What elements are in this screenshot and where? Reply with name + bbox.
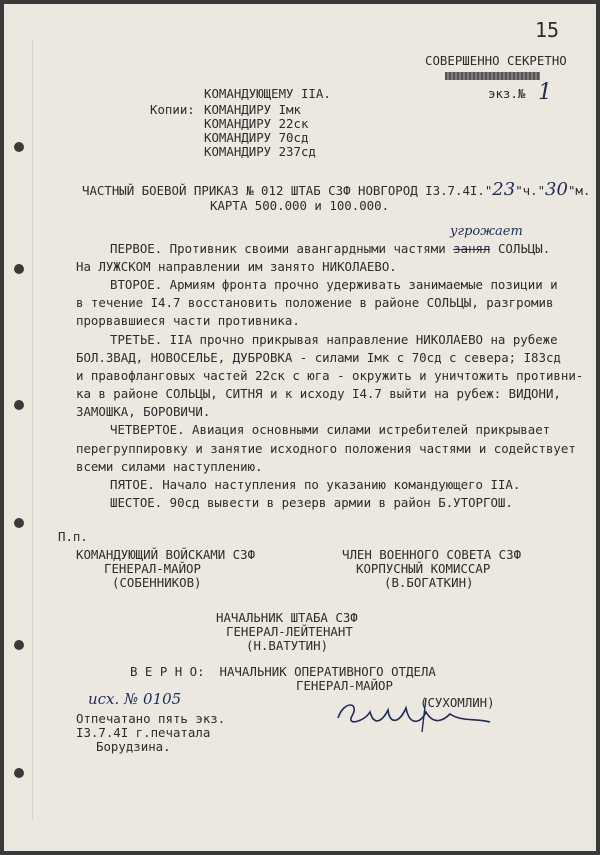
signer-center-rank: ГЕНЕРАЛ-ЛЕЙТЕНАНТ (226, 624, 353, 639)
struck-word: занял (453, 241, 491, 256)
copies-label: Копии: (150, 102, 195, 117)
signer-right-rank: КОРПУСНЫЙ КОМИССАР (356, 561, 491, 576)
copy-addressee: КОМАНДИРУ Iмк (204, 102, 301, 117)
paragraph-first: ПЕРВОЕ. Противник своими авангардными частями занял СОЛЬЦЫ. (110, 241, 551, 256)
hour-handwritten: 23 (492, 179, 516, 200)
handwritten-insert: угрожает (450, 224, 523, 239)
punch-hole (14, 142, 24, 152)
body-line: перегруппировку и занятие исходного положения частями и содействует (76, 441, 576, 456)
body-line: ЗАМОШКА, БОРОВИЧИ. (76, 404, 211, 419)
footer-line: Борудзина. (96, 739, 171, 754)
body-line: ШЕСТОЕ. 90сд вывести в резерв армии в район Б.УТОРГОШ. (110, 495, 513, 510)
signer-left-rank: ГЕНЕРАЛ-МАЙОР (104, 561, 201, 576)
body-line: БОЛ.ЗВАД, НОВОСЕЛЬЕ, ДУБРОВКА - силами Iмк с 70сд с севера; I83сд (76, 350, 561, 365)
certified-name: (СУХОМЛИН) (420, 695, 495, 710)
signer-center-title: НАЧАЛЬНИК ШТАБА СЗФ (216, 610, 358, 625)
page-number: 15 (535, 18, 560, 42)
body-line: ВТОРОЕ. Армиям фронта прочно удерживать занимаемые позиции и (110, 277, 558, 292)
minute-handwritten: 30 (545, 179, 568, 200)
footer-line: Отпечатано пять экз. (76, 711, 226, 726)
punch-hole (14, 768, 24, 778)
classification-redaction (445, 72, 540, 80)
body-line: прорвавшиеся части противника. (76, 313, 300, 328)
body-line: всеми силами наступлению. (76, 459, 263, 474)
body-line: и правофланговых частей 22ск с юга - окружить и уничтожить противни- (76, 368, 584, 383)
punch-hole (14, 640, 24, 650)
classification-stamp: СОВЕРШЕННО СЕКРЕТНО (425, 53, 567, 68)
order-title: ЧАСТНЫЙ БОЕВОЙ ПРИКАЗ № 012 ШТАБ СЗФ НОВГОРОД I3.7.4I."23"ч."30"м. (82, 179, 591, 200)
body-line: ЧЕТВЕРТОЕ. Авиация основными силами истребителей прикрывает (110, 422, 551, 437)
body-line: ТРЕТЬЕ. IIA прочно прикрывая направление НИКОЛАЕВО на рубеже (110, 332, 558, 347)
body-line: На ЛУЖСКОМ направлении им занято НИКОЛАЕВО. (76, 259, 397, 274)
copy-addressee: КОМАНДИРУ 22ск (204, 116, 309, 131)
order-map-line: КАРТА 500.000 и 100.000. (210, 198, 390, 213)
signer-left-title: КОМАНДУЮЩИЙ ВОЙСКАМИ СЗФ (76, 547, 256, 562)
footer-line: I3.7.4I г.печатала (76, 725, 211, 740)
punch-hole (14, 400, 24, 410)
binding-margin (32, 40, 33, 820)
certified-rank: ГЕНЕРАЛ-МАЙОР (296, 678, 393, 693)
signer-center-name: (Н.ВАТУТИН) (246, 638, 329, 653)
punch-hole (14, 264, 24, 274)
copy-addressee: КОМАНДИРУ 70сд (204, 130, 309, 145)
body-line: в течение I4.7 восстановить положение в районе СОЛЬЦЫ, разгромив (76, 295, 554, 310)
copy-number-handwritten: 1 (538, 80, 552, 105)
body-line: ка в районе СОЛЬЦЫ, СИТНЯ и к исходу I4.7 выйти на рубеж: ВИДОНИ, (76, 386, 561, 401)
copy-addressee: КОМАНДИРУ 237сд (204, 144, 316, 159)
certified-line: В Е Р Н О: НАЧАЛЬНИК ОПЕРАТИВНОГО ОТДЕЛА (130, 664, 436, 679)
signer-left-name: (СОБЕННИКОВ) (112, 575, 202, 590)
addressee-main: КОМАНДУЮЩЕМУ IIA. (204, 86, 331, 101)
outgoing-number-handwritten: исх. № 0105 (88, 690, 182, 708)
handwritten-signature (330, 692, 500, 742)
pp-marker: П.п. (58, 529, 88, 544)
copy-label: экз.№ (488, 86, 526, 101)
punch-hole (14, 518, 24, 528)
signer-right-title: ЧЛЕН ВОЕННОГО СОВЕТА СЗФ (342, 547, 522, 562)
signer-right-name: (В.БОГАТКИН) (384, 575, 474, 590)
body-line: ПЯТОЕ. Начало наступления по указанию командующего IIA. (110, 477, 521, 492)
